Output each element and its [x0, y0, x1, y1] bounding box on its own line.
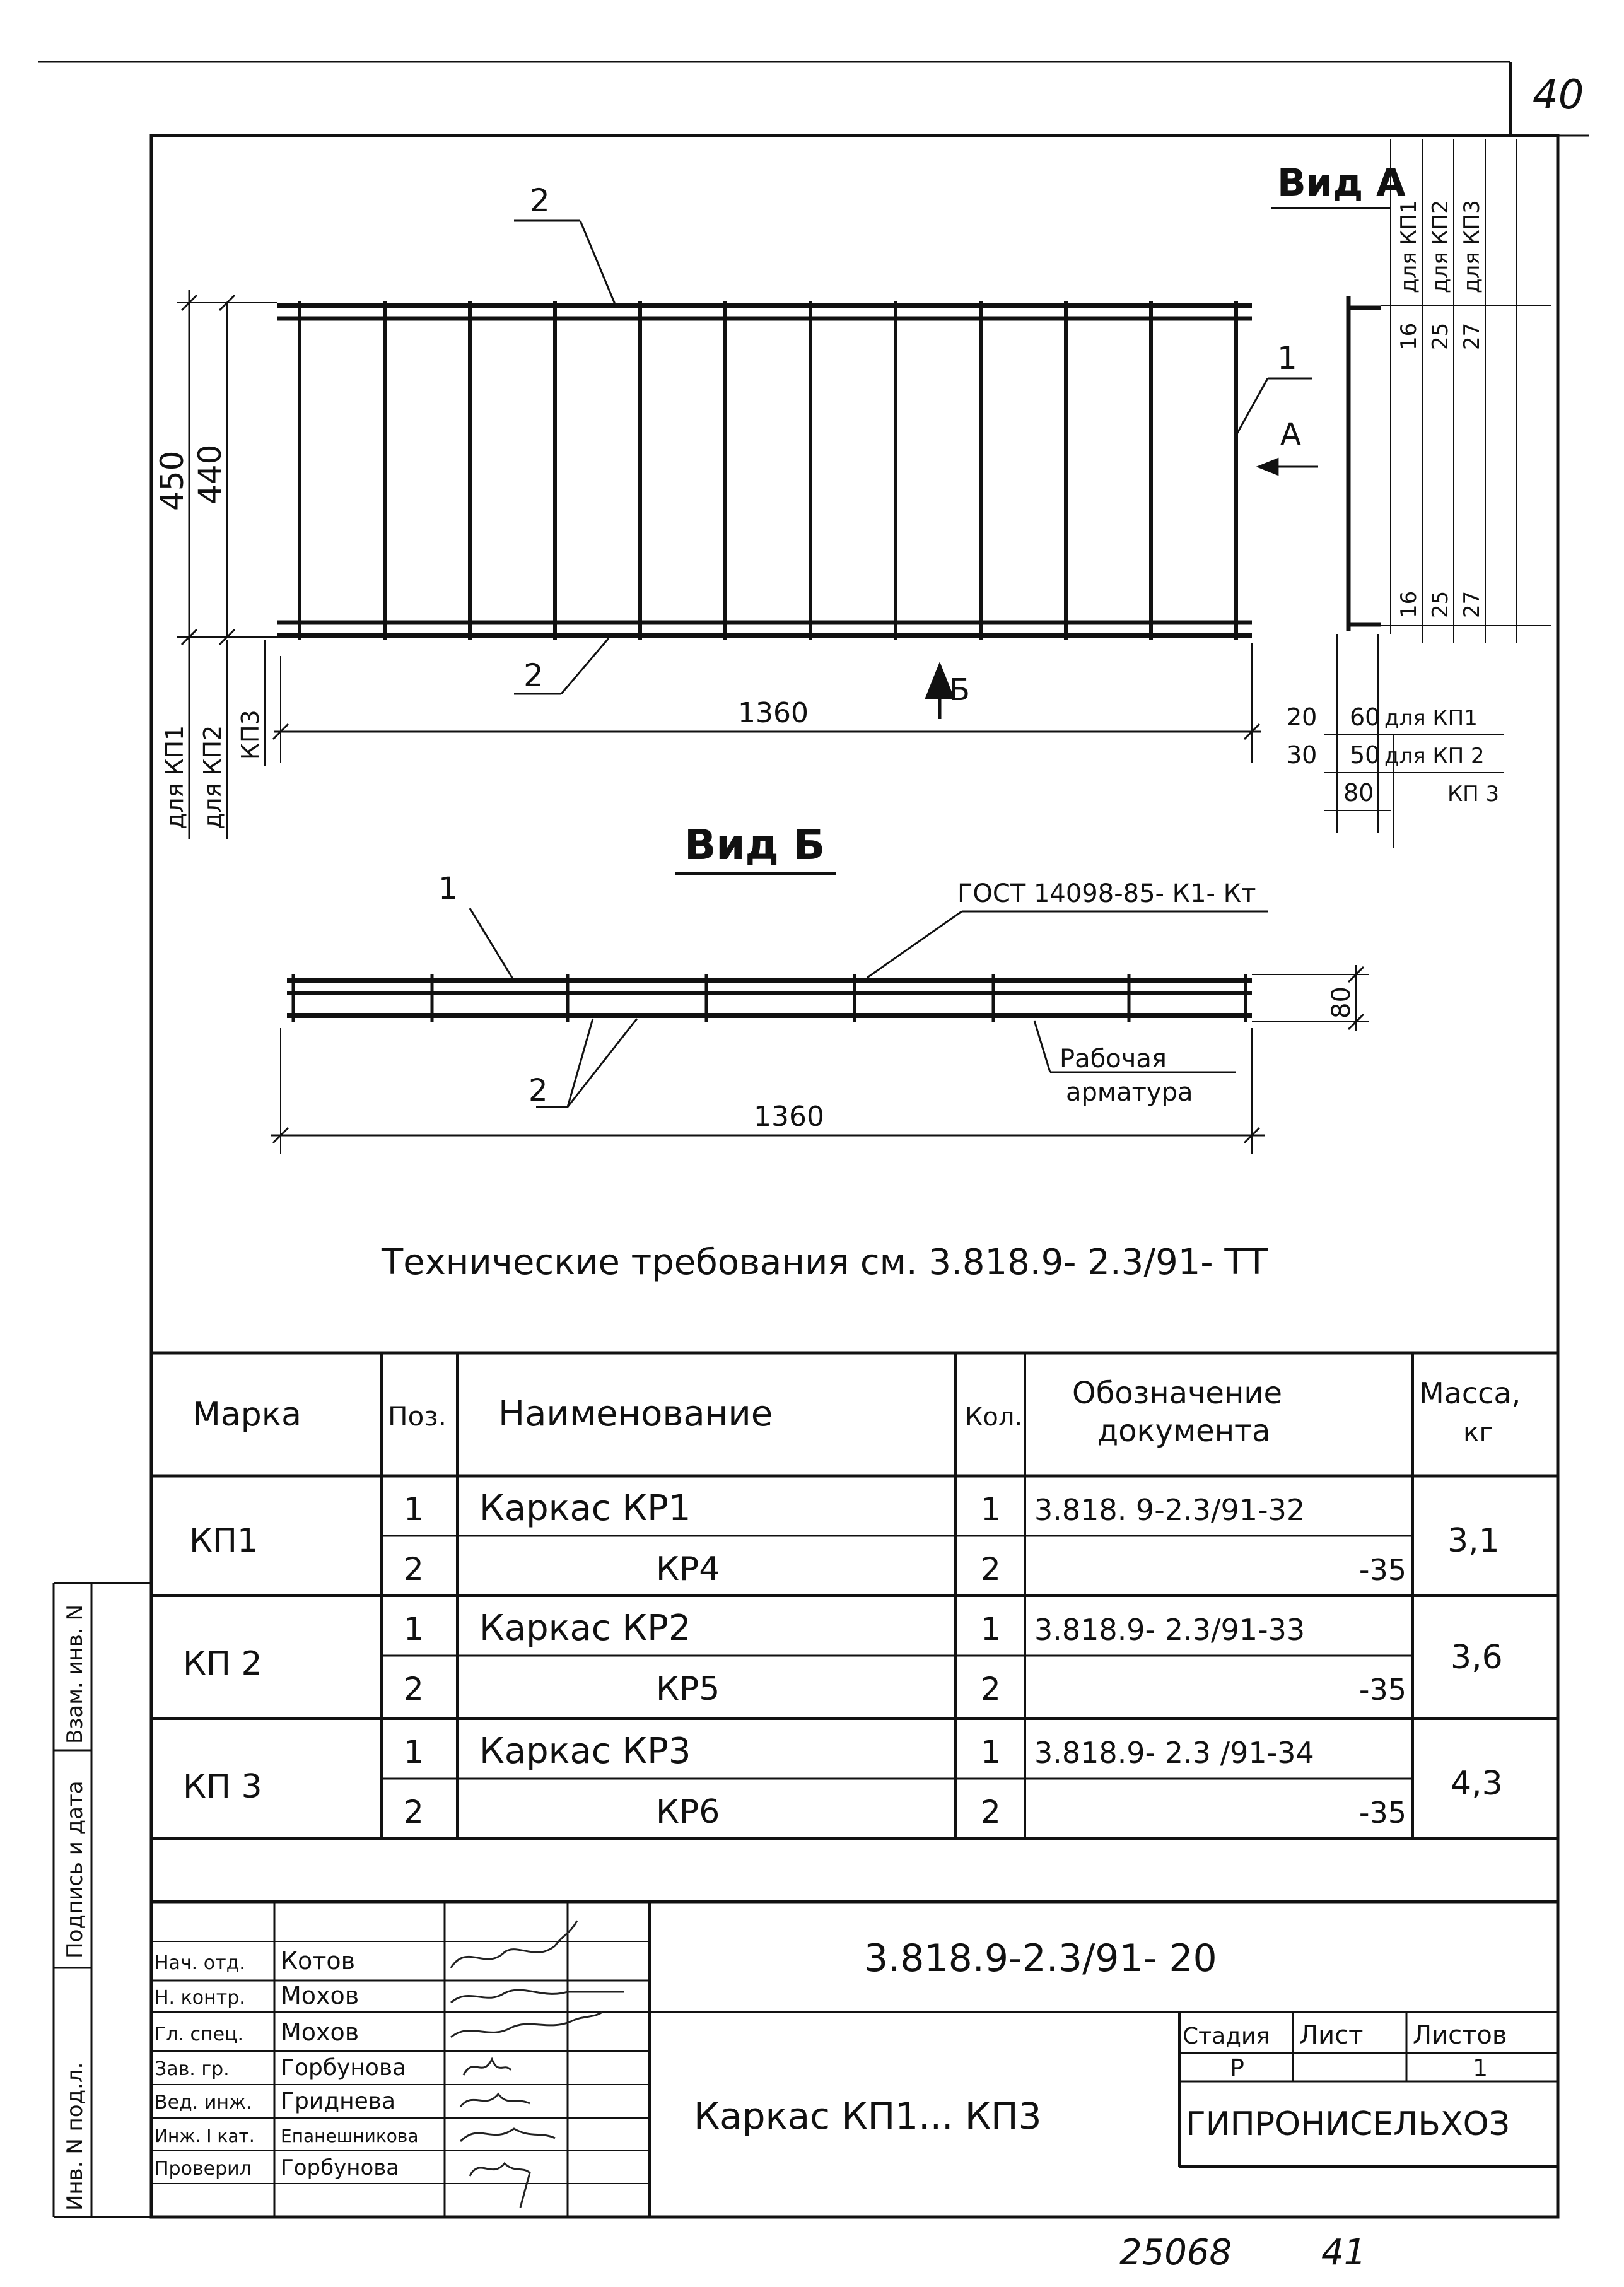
- row-pos: 2: [404, 1671, 424, 1707]
- view-a-dim-label-1: для КП1: [1384, 706, 1478, 731]
- margin-sign-date: Подпись и дата: [62, 1781, 88, 1958]
- view-b-length: 1360: [754, 1101, 824, 1133]
- row-name: Каркас КР1: [479, 1488, 691, 1529]
- signature-2: [451, 1990, 624, 2003]
- view-a-dim-a-1: 20: [1287, 703, 1317, 731]
- row-pos: 2: [404, 1551, 424, 1588]
- row-mass: 3,1: [1447, 1522, 1500, 1560]
- header-pos: Поз.: [388, 1401, 447, 1432]
- row-doc: -35: [1358, 1673, 1406, 1707]
- signature-3: [451, 2012, 602, 2037]
- view-a-bottom-dim-16: 16: [1396, 590, 1422, 618]
- view-a-top-dim-25: 25: [1428, 322, 1453, 350]
- row-mark: КП 2: [183, 1645, 262, 1683]
- view-a-title: Вид А: [1277, 161, 1406, 205]
- title-block-org: ГИПРОНИСЕЛЬХОЗ: [1186, 2105, 1510, 2143]
- view-a-dim-a-2: 30: [1287, 741, 1317, 769]
- margin-inv-replaced: Взам. инв. N: [62, 1605, 88, 1744]
- view-a-dim-label-2: для КП 2: [1384, 744, 1485, 769]
- staff-role: Вед. инж.: [155, 2091, 252, 2114]
- title-block-staff: [155, 1947, 419, 2180]
- row-mass: 4,3: [1451, 1765, 1503, 1803]
- row-doc: -35: [1358, 1796, 1406, 1830]
- row-qty: 2: [981, 1794, 1001, 1830]
- plan-view: [177, 221, 1318, 839]
- view-b-height: 80: [1327, 986, 1356, 1019]
- staff-role: Зав. гр.: [155, 2058, 230, 2080]
- row-qty: 1: [981, 1734, 1001, 1770]
- staff-name: Епанешникова: [281, 2126, 419, 2146]
- view-b-pos-2: 2: [529, 1073, 548, 1108]
- arrow-a-label: А: [1280, 417, 1301, 452]
- header-mass-2: кг: [1463, 1417, 1493, 1448]
- title-block-stage: Р: [1230, 2054, 1244, 2082]
- view-b-pos-1: 1: [438, 871, 458, 906]
- header-mass-1: Масса,: [1419, 1376, 1521, 1410]
- staff-role: Н. контр.: [155, 1987, 245, 2009]
- title-block-stage-header: Стадия: [1183, 2023, 1270, 2049]
- signatures: [451, 1921, 624, 2208]
- row-name: Каркас КР2: [479, 1608, 691, 1649]
- bottom-page-number: 41: [1321, 2232, 1367, 2273]
- staff-name: Гриднева: [281, 2088, 396, 2114]
- signature-5: [460, 2094, 530, 2107]
- row-doc: -35: [1358, 1553, 1406, 1587]
- row-mark: КП1: [189, 1522, 259, 1560]
- view-a-dim-b-1: 60: [1350, 703, 1381, 731]
- header-mark: Марка: [192, 1396, 302, 1434]
- view-b-working-2: арматура: [1066, 1078, 1193, 1107]
- bottom-archive-number: 25068: [1119, 2232, 1232, 2273]
- row-mass: 3,6: [1451, 1639, 1503, 1676]
- row-qty: 2: [981, 1671, 1001, 1707]
- title-block-title: Каркас КП1... КП3: [694, 2095, 1042, 2138]
- plan-side-label-kp3: КП3: [237, 710, 264, 760]
- view-a-dim-b-3: 80: [1343, 779, 1374, 807]
- row-pos: 2: [404, 1794, 424, 1830]
- row-doc: 3.818.9- 2.3/91-33: [1034, 1613, 1306, 1647]
- staff-name: Горбунова: [281, 2055, 407, 2081]
- header-qty: Кол.: [965, 1403, 1023, 1432]
- staff-role: Гл. спец.: [155, 2023, 244, 2045]
- view-a-top-dim-27: 27: [1459, 322, 1485, 350]
- header-name: Наименование: [498, 1393, 773, 1434]
- plan-pos-bottom: 2: [523, 657, 544, 694]
- row-qty: 1: [981, 1611, 1001, 1647]
- staff-role: Инж. I кат.: [155, 2126, 255, 2146]
- tech-requirements-note: Технические требования см. 3.818.9- 2.3/91- ТТ: [382, 1242, 1268, 1283]
- row-doc: 3.818. 9-2.3/91-32: [1034, 1493, 1306, 1527]
- title-block-doc-code: 3.818.9-2.3/91- 20: [864, 1936, 1217, 1980]
- staff-name: Мохов: [281, 1982, 359, 2009]
- plan-height-inner: 440: [192, 444, 228, 505]
- signature-1: [451, 1921, 577, 1968]
- view-a-dim-b-2: 50: [1350, 741, 1381, 769]
- row-name: КР6: [656, 1793, 720, 1831]
- row-doc: 3.818.9- 2.3 /91-34: [1034, 1736, 1314, 1770]
- plan-side-label-kp2: для КП2: [199, 725, 226, 829]
- plan-pos-1: 1: [1277, 340, 1297, 377]
- header-doc-1: Обозначение: [1072, 1376, 1283, 1411]
- view-a-top-dim-16: 16: [1396, 322, 1422, 350]
- signature-7: [470, 2163, 530, 2208]
- view-a-dim-table: [1287, 703, 1499, 807]
- view-a-col-kp3: для КП3: [1459, 200, 1485, 293]
- row-pos: 1: [404, 1611, 424, 1647]
- view-b-gost: ГОСТ 14098-85- К1- Кт: [957, 879, 1256, 908]
- title-block-sheets-header: Листов: [1413, 2021, 1507, 2050]
- row-mark: КП 3: [183, 1768, 262, 1806]
- sheet-frame: [38, 62, 1589, 2217]
- view-b-title: Вид Б: [684, 821, 826, 869]
- plan-side-label-kp1: для КП1: [161, 725, 189, 829]
- staff-name: Горбунова: [281, 2155, 400, 2180]
- title-block-sheets: 1: [1473, 2054, 1488, 2082]
- row-qty: 1: [981, 1491, 1001, 1528]
- spec-table-header: [192, 1376, 1521, 1449]
- header-doc-2: документа: [1097, 1413, 1271, 1449]
- staff-name: Мохов: [281, 2018, 359, 2046]
- staff-name: Котов: [281, 1947, 356, 1975]
- view-a-dim-label-3: КП 3: [1447, 781, 1500, 807]
- view-a-col-kp1: для КП1: [1396, 200, 1422, 293]
- page-number: 40: [1533, 72, 1584, 119]
- signature-4: [464, 2059, 511, 2075]
- spec-group-kp1: [189, 1488, 1500, 1588]
- row-qty: 2: [981, 1551, 1001, 1588]
- view-a-bottom-dim-27: 27: [1459, 590, 1485, 618]
- staff-role: Проверил: [155, 2158, 252, 2180]
- title-block-sheet-header: Лист: [1299, 2021, 1364, 2050]
- margin-inv-orig: Инв. N под.л.: [62, 2062, 88, 2211]
- view-a-bottom-dim-25: 25: [1428, 590, 1453, 618]
- row-pos: 1: [404, 1734, 424, 1770]
- view-b-working-1: Рабочая: [1060, 1044, 1167, 1073]
- row-name: КР5: [656, 1670, 720, 1708]
- plan-pos-top: 2: [530, 182, 550, 219]
- staff-role: Нач. отд.: [155, 1952, 245, 1974]
- signature-6: [460, 2129, 555, 2141]
- row-name: КР4: [656, 1550, 720, 1588]
- arrow-b-label: Б: [949, 672, 970, 708]
- plan-length-dim: 1360: [738, 697, 809, 729]
- view-a-col-kp2: для КП2: [1428, 200, 1453, 293]
- spec-table: [151, 1353, 1558, 1839]
- plan-height-outer: 450: [154, 450, 190, 511]
- row-pos: 1: [404, 1491, 424, 1528]
- row-name: Каркас КР3: [479, 1731, 691, 1772]
